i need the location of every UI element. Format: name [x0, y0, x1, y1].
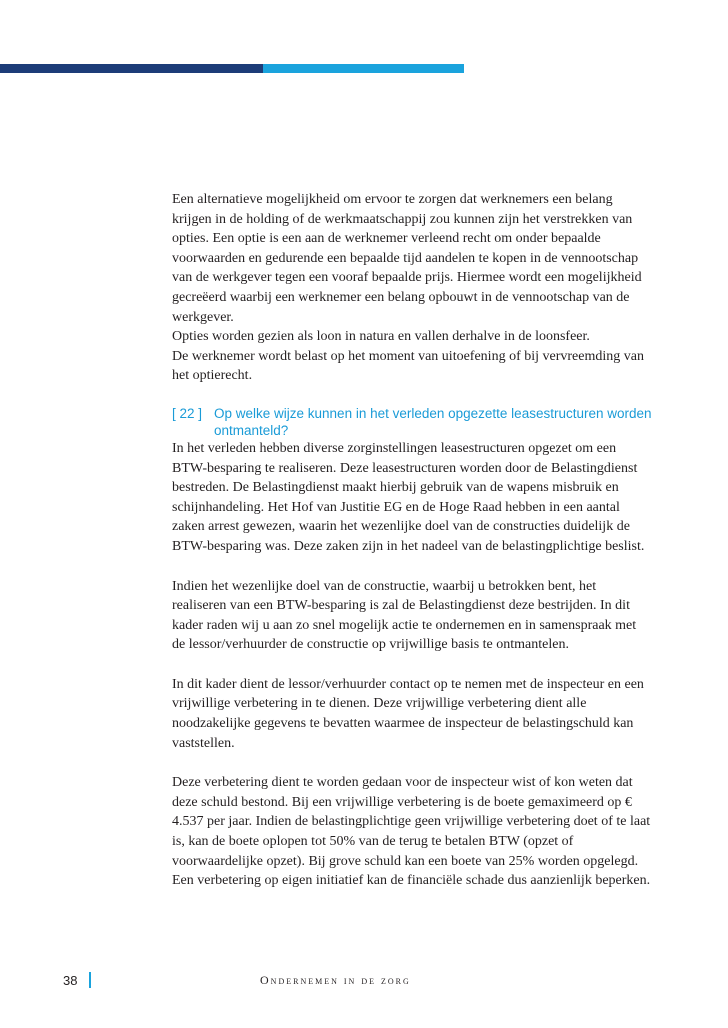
intro-paragraph: Een alternatieve mogelijkheid om ervoor te zorgen dat werknemers een belang krijgen in de holding of de werkmaatschappij zou kunnen zijn het verstrekken van opties. Een optie is een aan de werknemer verleend recht om onder bepaalde voorwaarden en gedurende een bepaalde tijd aandelen te kopen in de vennootschap van de werkgever tegen een vooraf bepaalde prijs. Hiermee wordt een mogelijkheid gecreëerd waarbij een werknemer een belang opbouwt in de vennootschap van de werkgever. — [172, 192, 642, 325]
question-heading — [172, 405, 652, 439]
page-content — [172, 190, 652, 891]
question-text: Op welke wijze kunnen in het verleden opgezette leasestructuren worden ontmanteld? — [214, 405, 652, 438]
answer-paragraph: Deze verbetering dient te worden gedaan voor de inspecteur wist of kon weten dat deze schuld bestond. Bij een vrijwillige verbetering is de boete gemaximeerd op € 4.537 per jaar. Indien de belastingplichtige geen vrijwillige verbetering doet of te laat is, kan de boete oplopen tot 50% van de terug te betalen BTW (opzet of voorwaardelijke opzet). Bij grove schuld kan een boete van 25% worden opgelegd. Een verbetering op eigen initiatief kan de financiële schade dus aanzienlijk beperken. — [172, 775, 651, 889]
answer-paragraph: Indien het wezenlijke doel van de constructie, waarbij u betrokken bent, het realiseren van een BTW-besparing is zal de Belastingdienst deze bestrijden. In dit kader raden wij u aan zo snel mogelijk actie te ondernemen en in samenspraak met de lessor/verhuurder de constructie op vrijwillige basis te ontmantelen. — [172, 578, 637, 653]
page-number: 38 — [63, 973, 78, 988]
answer-paragraph: In dit kader dient de lessor/verhuurder contact op te nemen met de inspecteur en een vrijwillige verbetering in te dienen. Deze vrijwillige verbetering dient alle noodzakelijke gegevens te bevatten waarmee de inspecteur de belastingschuld kan vaststellen. — [172, 676, 644, 751]
answer-paragraph: In het verleden hebben diverse zorginstellingen leasestructuren opgezet om een BTW-besparing te realiseren. Deze leasestructuren worden door de Belastingdienst bestreden. De Belastingdienst maakt hierbij gebruik van de wapens misbruik en schijnhandeling. Het Hof van Justitie EG en de Hoge Raad hebben in een aantal zaken arrest gewezen, waarin het wezenlijke doel van de constructies duidelijk de BTW-besparing was. Deze zaken zijn in het nadeel van de belastingplichtige beslist. — [172, 440, 645, 554]
header-bar-dark — [0, 64, 263, 73]
question-number: [ 22 ] — [172, 405, 203, 421]
intro-paragraph: Opties worden gezien als loon in natura en vallen derhalve in de loonsfeer. — [172, 329, 590, 345]
footer-title: Ondernemen in de zorg — [260, 973, 411, 987]
footer-separator — [89, 972, 91, 988]
intro-paragraph: De werknemer wordt belast op het moment van uitoefening of bij vervreemding van het optierecht. — [172, 348, 644, 384]
header-bar-light — [263, 64, 464, 73]
